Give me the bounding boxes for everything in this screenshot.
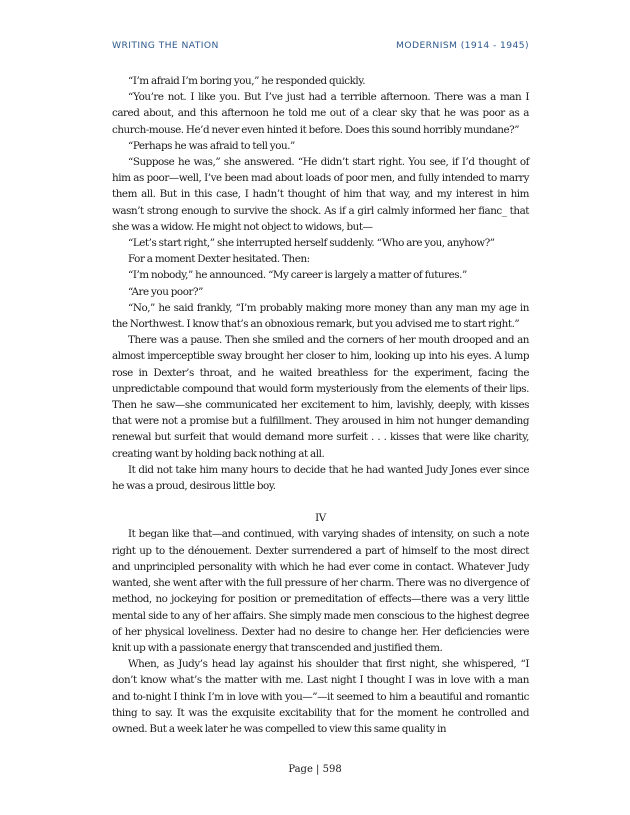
header-section-title: MODERNISM (1914 - 1945): [396, 40, 529, 51]
paragraph: There was a pause. Then she smiled and the corners of her mouth drooped and an almost imperceptible sway brought her closer to him, looking up into his eyes. A lump rose in Dexter’s throat, and he waited breathless for the experiment, facing the unpredictable compound that would form mysteriously from the elements of their lips. Then he saw—she communicated her excitement to him, lavishly, deeply, with kisses that were not a promise but a fulfillment. They aroused in him not hunger demanding renewal but surfeit that would demand more surfeit . . . kisses that were like charity, creating want by holding back nothing at all.: [112, 334, 529, 460]
paragraph: When, as Judy’s head lay against his shoulder that first night, she whispered, “I don’t know what’s the matter with me. Last night I thought I was in love with a man and to-night I think I’m in love with you—”—it seemed to him a beautiful and romantic thing to say. It was the exquisite excitability that for the moment he controlled and owned. But a week later he was compelled to view this same quality in: [112, 658, 529, 735]
page-number-footer: Page | 598: [288, 764, 342, 775]
page-body: [112, 73, 529, 737]
paragraph: “Are you poor?”: [128, 285, 203, 298]
section-number: IV: [315, 512, 326, 525]
header-book-title: WRITING THE NATION: [112, 40, 219, 51]
paragraph: “No,” he said frankly, “I’m probably making more money than any man my age in the Northwest. I know that’s an obnoxious remark, but you advised me to start right.”: [112, 301, 529, 331]
paragraph: “I’m afraid I’m boring you,” he responded quickly.: [128, 75, 366, 87]
paragraph: “Perhaps he was afraid to tell you.”: [128, 139, 295, 152]
paragraph: It did not take him many hours to decide that he had wanted Judy Jones ever since he was a proud, desirous little boy.: [112, 463, 529, 493]
paragraph: It began like that—and continued, with varying shades of intensity, on such a note right up to the dénouement. Dexter surrendered a part of himself to the most direct and unprincipled personality with which he had ever come in contact. Whatever Judy wanted, she went after with the full pressure of her charm. There was no divergence of method, no jockeying for position or premeditation of effects—there was a very little mental side to any of her affairs. She simply made men conscious to the highest degree of her physical loveliness. Dexter had no desire to change her. Her deficiencies were knit up with a passionate energy that transcended and justified them.: [112, 528, 529, 654]
paragraph: “You’re not. I like you. But I’ve just had a terrible afternoon. There was a man I cared about, and this afternoon he told me out of a clear sky that he was poor as a church-mouse. He’d never even hinted it before. Does this sound horribly mundane?”: [112, 91, 529, 136]
paragraph: “Let’s start right,” she interrupted herself suddenly. “Who are you, anyhow?”: [128, 237, 495, 250]
running-header: [112, 40, 529, 54]
paragraph: “Suppose he was,” she answered. “He didn’t start right. You see, if I’d thought of him as poor—well, I’ve been mad about loads of poor men, and fully intended to marry them all. But in this case, I hadn’t thought of him that way, and my interest in him wasn’t strong enough to survive the shock. As if a girl calmly informed her fianc_ that she was a widow. He might not object to widows, but—: [112, 156, 529, 233]
paragraph: For a moment Dexter hesitated. Then:: [128, 253, 310, 266]
paragraph: “I’m nobody,” he announced. “My career is largely a matter of futures.”: [128, 269, 467, 282]
